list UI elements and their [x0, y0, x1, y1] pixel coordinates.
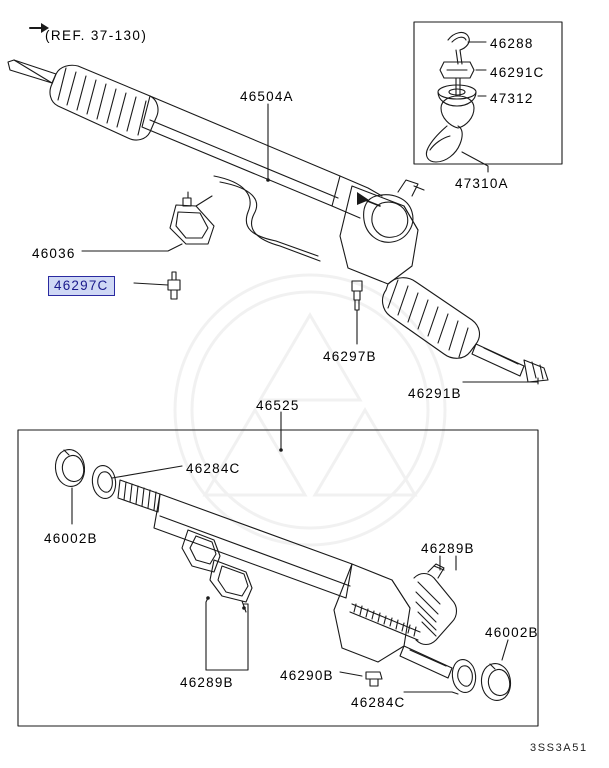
part-label-46504A: 46504A: [240, 89, 294, 104]
part-label-47312: 47312: [490, 91, 534, 106]
part-label-46289B-bot: 46289B: [180, 675, 234, 690]
part-label-46290B: 46290B: [280, 668, 334, 683]
part-label-46297B: 46297B: [323, 349, 377, 364]
part-label-46525: 46525: [256, 398, 300, 413]
part-label-47310A: 47310A: [455, 176, 509, 191]
part-label-ref-37-130: (REF. 37-130): [45, 28, 148, 43]
part-label-46297C[interactable]: 46297C: [48, 276, 115, 296]
part-label-46291B: 46291B: [408, 386, 462, 401]
part-label-part-code: 3SS3A51: [530, 742, 588, 754]
part-label-46291C: 46291C: [490, 65, 545, 80]
part-label-46002B-right: 46002B: [485, 625, 539, 640]
part-label-46036: 46036: [32, 246, 76, 261]
part-label-46002B-left: 46002B: [44, 531, 98, 546]
part-label-46288: 46288: [490, 36, 534, 51]
part-label-46284C-top: 46284C: [186, 461, 241, 476]
part-label-46284C-bot: 46284C: [351, 695, 406, 710]
part-label-46289B-right: 46289B: [421, 541, 475, 556]
